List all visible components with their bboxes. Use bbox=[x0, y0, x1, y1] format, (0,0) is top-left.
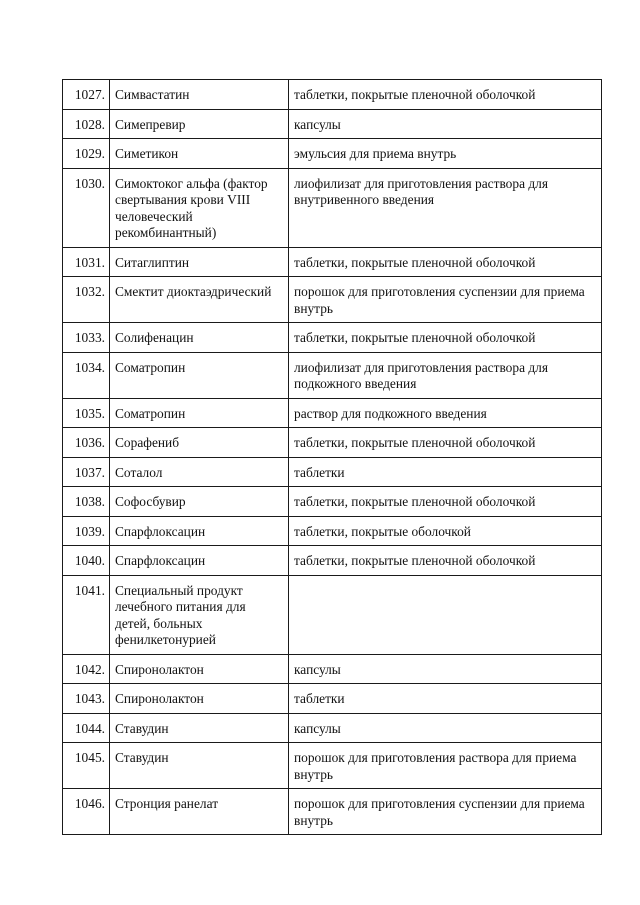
table-row bbox=[63, 352, 602, 398]
table-row bbox=[63, 457, 602, 487]
drug-name: Смектит диоктаэдрический bbox=[110, 277, 289, 323]
dosage-form: лиофилизат для приготовления раствора для внутривенного введения bbox=[289, 168, 602, 247]
drug-name: Соталол bbox=[110, 457, 289, 487]
table-row bbox=[63, 398, 602, 428]
row-number: 1031. bbox=[63, 247, 110, 277]
row-number: 1038. bbox=[63, 487, 110, 517]
row-number: 1043. bbox=[63, 684, 110, 714]
drug-name: Симепревир bbox=[110, 109, 289, 139]
table-row bbox=[63, 109, 602, 139]
drug-name: Симетикон bbox=[110, 139, 289, 169]
drug-name: Специальный продукт лечебного питания для детей, больных фенилкетонурией bbox=[110, 575, 289, 654]
row-number: 1044. bbox=[63, 713, 110, 743]
dosage-form: раствор для подкожного введения bbox=[289, 398, 602, 428]
row-number: 1033. bbox=[63, 323, 110, 353]
drug-name: Спарфлоксацин bbox=[110, 546, 289, 576]
drug-name: Ставудин bbox=[110, 743, 289, 789]
dosage-form: таблетки, покрытые оболочкой bbox=[289, 516, 602, 546]
drug-name: Ставудин bbox=[110, 713, 289, 743]
dosage-form: порошок для приготовления суспензии для приема внутрь bbox=[289, 789, 602, 835]
row-number: 1036. bbox=[63, 428, 110, 458]
drug-name: Сорафениб bbox=[110, 428, 289, 458]
row-number: 1032. bbox=[63, 277, 110, 323]
table-row bbox=[63, 139, 602, 169]
table-row bbox=[63, 654, 602, 684]
row-number: 1045. bbox=[63, 743, 110, 789]
dosage-form: таблетки, покрытые пленочной оболочкой bbox=[289, 80, 602, 110]
row-number: 1042. bbox=[63, 654, 110, 684]
table-row bbox=[63, 546, 602, 576]
row-number: 1029. bbox=[63, 139, 110, 169]
dosage-form: порошок для приготовления суспензии для приема внутрь bbox=[289, 277, 602, 323]
drug-table-body bbox=[63, 80, 602, 835]
dosage-form: лиофилизат для приготовления раствора для подкожного введения bbox=[289, 352, 602, 398]
row-number: 1030. bbox=[63, 168, 110, 247]
dosage-form: таблетки bbox=[289, 684, 602, 714]
table-row bbox=[63, 80, 602, 110]
dosage-form bbox=[289, 575, 602, 654]
table-row bbox=[63, 743, 602, 789]
table-row bbox=[63, 323, 602, 353]
table-row bbox=[63, 487, 602, 517]
table-row bbox=[63, 684, 602, 714]
drug-name: Солифенацин bbox=[110, 323, 289, 353]
dosage-form: порошок для приготовления раствора для приема внутрь bbox=[289, 743, 602, 789]
drug-name: Спиронолактон bbox=[110, 684, 289, 714]
dosage-form: эмульсия для приема внутрь bbox=[289, 139, 602, 169]
dosage-form: капсулы bbox=[289, 109, 602, 139]
dosage-form: таблетки, покрытые пленочной оболочкой bbox=[289, 546, 602, 576]
dosage-form: таблетки, покрытые пленочной оболочкой bbox=[289, 323, 602, 353]
drug-name: Соматропин bbox=[110, 398, 289, 428]
row-number: 1041. bbox=[63, 575, 110, 654]
table-row bbox=[63, 789, 602, 835]
dosage-form: таблетки, покрытые пленочной оболочкой bbox=[289, 487, 602, 517]
drug-name: Спиронолактон bbox=[110, 654, 289, 684]
table-row bbox=[63, 168, 602, 247]
row-number: 1039. bbox=[63, 516, 110, 546]
table-row bbox=[63, 247, 602, 277]
drug-name: Симоктоког альфа (фактор свертывания крови VIII человеческий рекомбинантный) bbox=[110, 168, 289, 247]
drug-name: Симвастатин bbox=[110, 80, 289, 110]
dosage-form: таблетки bbox=[289, 457, 602, 487]
row-number: 1035. bbox=[63, 398, 110, 428]
table-row bbox=[63, 575, 602, 654]
drug-name: Соматропин bbox=[110, 352, 289, 398]
table-row bbox=[63, 516, 602, 546]
drug-table bbox=[62, 79, 602, 835]
drug-name: Софосбувир bbox=[110, 487, 289, 517]
row-number: 1027. bbox=[63, 80, 110, 110]
row-number: 1034. bbox=[63, 352, 110, 398]
drug-name: Стронция ранелат bbox=[110, 789, 289, 835]
table-row bbox=[63, 713, 602, 743]
row-number: 1046. bbox=[63, 789, 110, 835]
drug-name: Ситаглиптин bbox=[110, 247, 289, 277]
dosage-form: таблетки, покрытые пленочной оболочкой bbox=[289, 247, 602, 277]
row-number: 1037. bbox=[63, 457, 110, 487]
row-number: 1040. bbox=[63, 546, 110, 576]
table-row bbox=[63, 428, 602, 458]
dosage-form: таблетки, покрытые пленочной оболочкой bbox=[289, 428, 602, 458]
table-row bbox=[63, 277, 602, 323]
dosage-form: капсулы bbox=[289, 654, 602, 684]
drug-name: Спарфлоксацин bbox=[110, 516, 289, 546]
row-number: 1028. bbox=[63, 109, 110, 139]
dosage-form: капсулы bbox=[289, 713, 602, 743]
